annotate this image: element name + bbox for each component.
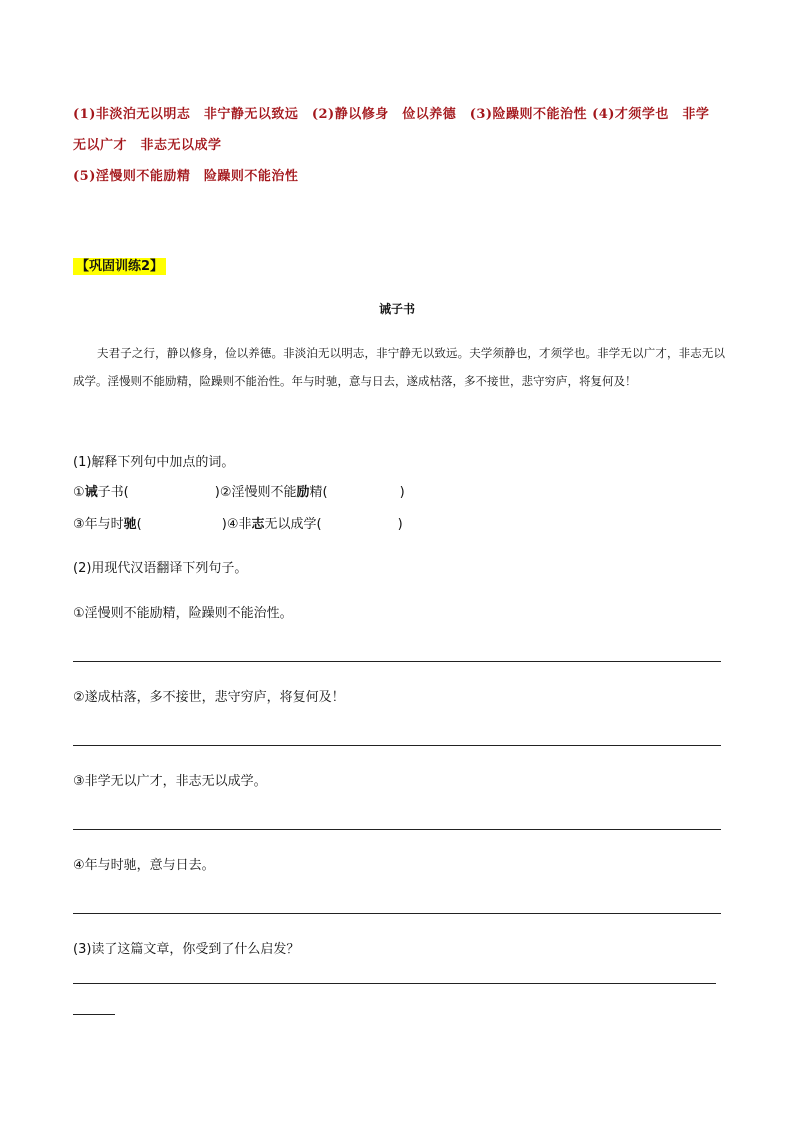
q1-item-4-post: 无以成学( xyxy=(264,517,322,532)
answer-line-3: (5)淫慢则不能励精 险躁则不能治性 xyxy=(73,169,299,184)
answer-line[interactable] xyxy=(73,829,721,830)
q1-item-1-dotted-word: 诫 xyxy=(84,485,98,500)
q1-item-2-pre: ②淫慢则不能 xyxy=(219,485,297,500)
q1-row-1 xyxy=(73,481,405,500)
passage-title: 诫子书 xyxy=(378,302,415,316)
q1-item-1-close: ) xyxy=(214,485,220,500)
q1-item-4-pre: ④非 xyxy=(226,517,252,532)
q1-item-3-close: ) xyxy=(221,517,227,532)
q1-row-2 xyxy=(73,513,403,532)
q2-prompt: (2)用现代汉语翻译下列句子。 xyxy=(73,561,248,576)
q1-item-4-close: ) xyxy=(397,517,403,532)
q1-item-3-dotted-word: 驰 xyxy=(123,517,137,532)
section-tag-wrapper xyxy=(73,255,166,274)
answer-line-tail[interactable] xyxy=(73,1014,115,1015)
q3-prompt: (3)读了这篇文章，你受到了什么启发？ xyxy=(73,942,300,957)
q2-sentence-2: ②遂成枯落，多不接世，悲守穷庐，将复何及！ xyxy=(73,690,345,705)
q1-item-1-pre: ① xyxy=(73,485,85,500)
q1-item-2-post: 精( xyxy=(309,485,328,500)
q2-sentence-4: ④年与时驰，意与日去。 xyxy=(73,858,215,873)
q2-sentence-1: ①淫慢则不能励精，险躁则不能治性。 xyxy=(73,606,293,621)
section-tag: 【巩固训练2】 xyxy=(73,258,166,275)
q1-item-2-dotted-word: 励 xyxy=(296,485,310,500)
q1-item-1-post: 子书( xyxy=(97,485,129,500)
q1-item-4-dotted-word: 志 xyxy=(251,517,265,532)
passage-text: 夫君子之行，静以修身，俭以养德。非淡泊无以明志，非宁静无以致远。夫学须静也，才须学也。非学无以广才，非志无以成学。淫慢则不能励精，险躁则不能治性。年与时驰，意与日去，遂成枯落，多不接世，悲守穷庐，将复何及！ xyxy=(73,346,725,388)
q2-sentence-3: ③非学无以广才，非志无以成学。 xyxy=(73,774,267,789)
q1-item-3-post: ( xyxy=(136,517,142,532)
answer-line[interactable] xyxy=(73,745,721,746)
q1-item-2-close: ) xyxy=(399,485,405,500)
q1-item-3-pre: ③年与时 xyxy=(73,517,124,532)
answer-line[interactable] xyxy=(73,983,716,984)
answer-line[interactable] xyxy=(73,661,721,662)
answer-line[interactable] xyxy=(73,913,721,914)
answer-line-1: (1)非淡泊无以明志 非宁静无以致远 (2)静以修身 俭以养德 (3)险躁则不能治性 (4)才须学也 非学 xyxy=(73,107,710,122)
answer-line-2: 无以广才 非志无以成学 xyxy=(73,138,222,153)
q1-prompt: (1)解释下列句中加点的词。 xyxy=(73,455,235,470)
